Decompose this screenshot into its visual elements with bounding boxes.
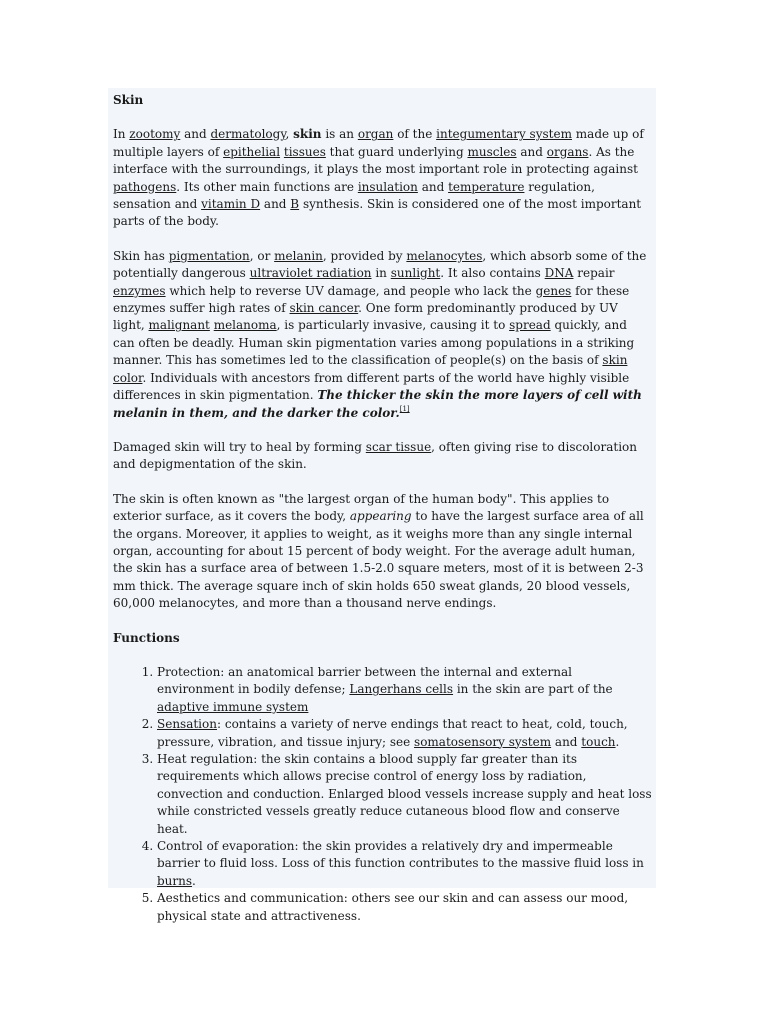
list-item: 5. Aesthetics and communication: others see our skin and can assess our mood, physical state and attractiveness.: [157, 890, 652, 925]
link-organs[interactable]: organs: [546, 144, 589, 159]
paragraph-largest-organ: The skin is often known as "the largest organ of the human body". This applies to exterior surface, as it covers the body, appearing to have the largest surface area of all the organs. Moreover, it applies to weight, as it weighs more than any single internal organ, accounting for about 15 percent of body weight. For the average adult human, the skin has a surface area of between 1.5-2.0 square meters, most of it is between 2-3 mm thick. The average square inch of skin holds 650 sweat glands, 20 blood vessels, 60,000 melanocytes, and more than a thousand nerve endings.: [113, 491, 644, 611]
link-skin-color[interactable]: skin color: [113, 353, 628, 385]
link-vitamin-d[interactable]: vitamin D: [201, 197, 261, 212]
link-pathogens[interactable]: pathogens: [113, 179, 177, 194]
list-item: 1. Protection: an anatomical barrier between the internal and external environment in bodily defense; Langerhans cells in the skin are part of the adaptive immune system: [157, 664, 652, 716]
link-sunlight[interactable]: sunlight: [390, 266, 441, 281]
paragraph-damaged-skin: Damaged skin will try to heal by forming scar tissue, often giving rise to discoloration and depigmentation of the skin.: [113, 439, 637, 472]
list-item: 3. Heat regulation: the skin contains a blood supply far greater than its requirements which allows precise control of energy loss by radiation, convection and conduction. Enlarged blood vessels increase supply and heat loss while constricted vessels greatly reduce cutaneous blood flow and conserve heat.: [157, 751, 652, 838]
link-zootomy[interactable]: zootomy: [129, 127, 181, 142]
link-genes[interactable]: genes: [535, 283, 572, 298]
link-insulation[interactable]: insulation: [357, 179, 418, 194]
functions-heading: Functions: [113, 630, 180, 645]
page-title: Skin: [113, 93, 144, 107]
link-langerhans-cells[interactable]: Langerhans cells: [349, 682, 454, 697]
link-somatosensory-system[interactable]: somatosensory system: [414, 734, 552, 749]
link-ultraviolet-radiation[interactable]: ultraviolet radiation: [249, 266, 372, 281]
link-vitamin-b[interactable]: B: [290, 197, 300, 212]
link-temperature[interactable]: temperature: [448, 179, 525, 194]
reference-link[interactable]: [1]: [399, 404, 410, 413]
link-burns[interactable]: burns: [157, 873, 193, 888]
paragraph-pigmentation: Skin has pigmentation, or melanin, provided by melanocytes, which absorb some of the potentially dangerous ultraviolet radiation in sunlight. It also contains DNA repair enzymes which help to reverse UV damage, and people who lack the genes for these enzymes suffer high rates of skin cancer. One form predominantly produced by UV light, malignant melanoma, is particularly invasive, causing it to spread quickly, and can often be deadly. Human skin pigmentation varies among populations in a striking manner. This has sometimes led to the classification of people(s) on the basis of skin color. Individuals with ancestors from different parts of the world have highly visible differences in skin pigmentation. The thicker the skin the more layers of cell with melanin in them, and the darker the color.[1]: [113, 248, 647, 420]
link-spread[interactable]: spread: [509, 318, 551, 333]
link-integumentary-system[interactable]: integumentary system: [436, 127, 572, 142]
link-pigmentation[interactable]: pigmentation: [168, 248, 250, 263]
italic-appearing: appearing: [349, 509, 412, 524]
link-muscles[interactable]: muscles: [467, 144, 517, 159]
emphasized-sentence: The thicker the skin the more layers of cell with melanin in them, and the darker the color.: [113, 388, 642, 420]
link-epithelial[interactable]: epithelial: [223, 144, 281, 159]
link-scar-tissue[interactable]: scar tissue: [365, 439, 432, 454]
link-sensation[interactable]: Sensation: [157, 717, 217, 732]
link-tissues[interactable]: tissues: [283, 144, 326, 159]
link-melanin[interactable]: melanin: [274, 248, 323, 263]
paragraph-intro: In zootomy and dermatology, skin is an organ of the integumentary system made up of multiple layers of epithelial tissues that guard underlying muscles and organs. As the interface with the surroundings, it plays the most important role in protecting against pathogens. Its other main functions are insulation and temperature regulation, sensation and vitamin D and B synthesis. Skin is considered one of the most important parts of the body.: [113, 127, 644, 229]
list-item: 4. Control of evaporation: the skin provides a relatively dry and impermeable barrier to fluid loss. Loss of this function contributes to the massive fluid loss in burns.: [157, 838, 652, 890]
document-page: [108, 88, 656, 923]
link-dna[interactable]: DNA: [544, 266, 574, 281]
list-item: 2. Sensation: contains a variety of nerve endings that react to heat, cold, touch, pressure, vibration, and tissue injury; see somatosensory system and touch.: [157, 716, 652, 751]
link-melanoma[interactable]: melanoma: [213, 318, 277, 333]
link-dermatology[interactable]: dermatology: [210, 127, 286, 142]
link-organ[interactable]: organ: [357, 127, 394, 142]
functions-list: [113, 664, 652, 925]
link-malignant[interactable]: malignant: [148, 318, 210, 333]
link-melanocytes[interactable]: melanocytes: [406, 248, 483, 263]
link-touch[interactable]: touch: [581, 734, 616, 749]
bold-term-skin: skin: [293, 127, 322, 142]
link-skin-cancer[interactable]: skin cancer: [289, 301, 359, 316]
link-adaptive-immune-system[interactable]: adaptive immune system: [157, 699, 309, 714]
link-enzymes[interactable]: enzymes: [113, 283, 166, 298]
